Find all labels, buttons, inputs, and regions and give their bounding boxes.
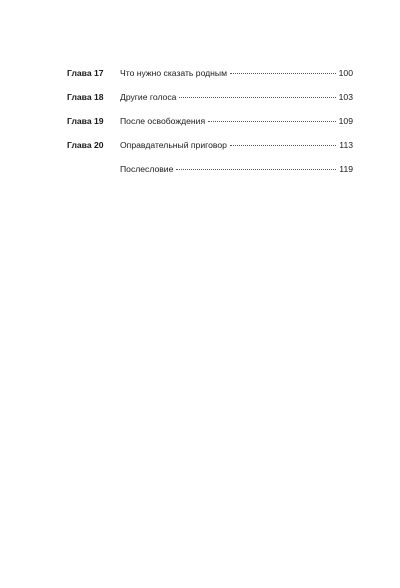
toc-entry-body	[120, 90, 353, 104]
dot-leader	[208, 121, 336, 122]
page-number: 113	[339, 140, 353, 150]
dot-leader	[179, 97, 335, 98]
dot-leader	[176, 169, 336, 170]
toc-entry[interactable]	[67, 90, 353, 114]
toc-entry-body	[120, 162, 353, 176]
chapter-label: Глава 18	[67, 92, 104, 102]
toc-entry[interactable]	[67, 162, 353, 186]
chapter-label: Глава 19	[67, 116, 104, 126]
chapter-label: Глава 20	[67, 140, 104, 150]
entry-title: Что нужно сказать родным	[120, 68, 228, 78]
toc-entry-body	[120, 138, 353, 152]
dot-leader	[230, 145, 336, 146]
page-number: 119	[339, 164, 353, 174]
page-number: 100	[338, 68, 353, 78]
entry-title: Другие голоса	[120, 92, 177, 102]
dot-leader	[230, 73, 336, 74]
page-number: 103	[338, 92, 353, 102]
toc-entry[interactable]	[67, 66, 353, 90]
toc-entry-body	[120, 66, 353, 80]
chapter-label: Глава 17	[67, 68, 104, 78]
entry-title: Оправдательный приговор	[120, 140, 227, 150]
toc-entry[interactable]	[67, 114, 353, 138]
table-of-contents	[67, 66, 353, 186]
entry-title: Послесловие	[120, 164, 174, 174]
page-number: 109	[338, 116, 353, 126]
entry-title: После освобождения	[120, 116, 206, 126]
toc-entry[interactable]	[67, 138, 353, 162]
toc-entry-body	[120, 114, 353, 128]
